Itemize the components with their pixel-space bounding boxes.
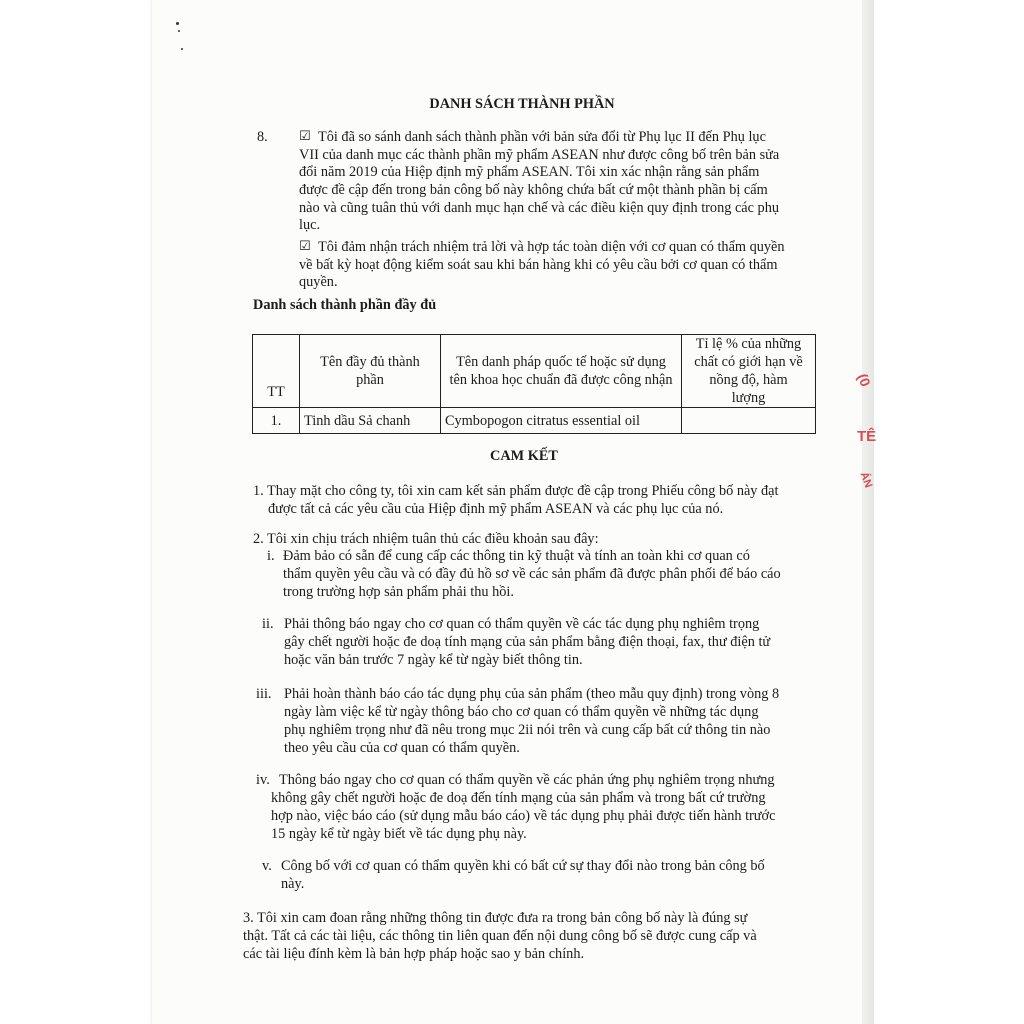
header-intl-line: tên khoa học chuẩn đã được công nhận [449, 372, 673, 388]
header-pct-line: lượng [731, 390, 766, 406]
subitem-line: Đảm bảo có sẵn để cung cấp các thông tin kỹ thuật và tính an toàn khi cơ quan có [283, 548, 750, 564]
red-stamp-fragment: ÁN [857, 470, 875, 490]
declaration-paragraph-2-line: quyền. [299, 274, 338, 290]
header-pct-line: Tỉ lệ % của những [695, 336, 802, 352]
subitem-line: hoặc văn bản trước 7 ngày kể từ ngày biết thông tin. [284, 652, 583, 668]
declaration-paragraph-1-line: lục. [299, 217, 321, 233]
red-stamp-fragment: (0 [854, 371, 874, 389]
table-header-row [253, 335, 816, 408]
subitem-number: v. [262, 858, 272, 874]
commitment-item-3-line: các tài liệu đính kèm là bản hợp pháp hoặc sao y bản chính. [243, 946, 585, 962]
commitment-item-1-line: 1. Thay mặt cho công ty, tôi xin cam kết sản phẩm được đề cập trong Phiếu công bố này đạt [253, 483, 779, 499]
subitem-line: phụ nghiêm trọng như đã nêu trong mục 2ii nói trên và cung cấp bất cứ thông tin nào [284, 722, 771, 738]
subitem-line: theo yêu cầu của cơ quan có thẩm quyền. [284, 740, 520, 756]
item-number-8: 8. [257, 129, 268, 145]
subitem-line: không gây chết người hoặc đe doạ đến tính mạng của sản phẩm và trong bất cứ trường [271, 790, 766, 806]
checked-box-icon: ☑ [299, 239, 311, 254]
section-title-ingredients: DANH SÁCH THÀNH PHẦN [429, 96, 615, 112]
subitem-number: iv. [256, 772, 270, 788]
section-title-commitment: CAM KẾT [490, 448, 558, 464]
commitment-item-3-line: 3. Tôi xin cam đoan rằng những thông tin được đưa ra trong bản công bố này là đúng sự [243, 910, 748, 926]
declaration-paragraph-2-line: về bất kỳ hoạt động kiểm soát sau khi bán hàng khi có yêu cầu bởi cơ quan có thẩm [299, 257, 778, 273]
subitem-line: gây chết người hoặc đe doạ tính mạng của sản phẩm bằng điện thoại, fax, thư điện tử [284, 634, 771, 650]
subitem-line: 15 ngày kể từ ngày biết về tác dụng phụ này. [271, 826, 527, 842]
row-ingredient-name: Tinh dầu Sả chanh [300, 408, 441, 434]
header-intl-line: Tên danh pháp quốc tế hoặc sử dụng [456, 354, 666, 370]
subitem-number: ii. [262, 616, 274, 632]
header-pct-line: nồng độ, hàm [709, 372, 788, 388]
row-intl-name: Cymbopogon citratus essential oil [441, 408, 682, 434]
commitment-item-1-line: được tất cả các yêu cầu của Hiệp định mỹ phẩm ASEAN và các phụ lục của nó. [268, 501, 724, 517]
subitem-line: hợp nào, việc báo cáo (sử dụng mẫu báo cáo) về tác dụng phụ phải được tiến hành trước [271, 808, 776, 824]
table-row [253, 408, 816, 434]
subitem-line: thẩm quyền yêu cầu và có đầy đủ hồ sơ về các sản phẩm đã được phân phối để báo cáo [283, 566, 781, 582]
checked-box-icon: ☑ [299, 129, 311, 144]
declaration-paragraph-2-line: Tôi đảm nhận trách nhiệm trả lời và hợp tác toàn diện với cơ quan có thẩm quyền [318, 239, 785, 255]
ingredients-heading: Danh sách thành phần đầy đủ [253, 297, 437, 313]
subitem-line: Phải hoàn thành báo cáo tác dụng phụ của sản phẩm (theo mẫu quy định) trong vòng 8 [284, 686, 780, 702]
subitem-number: i. [267, 548, 275, 564]
row-percentage [682, 408, 816, 434]
header-name-line: Tên đầy đủ thành [320, 354, 420, 370]
subitem-line: Thông báo ngay cho cơ quan có thẩm quyền về các phản ứng phụ nghiêm trọng nhưng [279, 772, 775, 788]
header-name [300, 335, 441, 408]
row-no: 1. [253, 408, 300, 434]
header-no-label: TT [267, 384, 285, 400]
commitment-item-2-intro: 2. Tôi xin chịu trách nhiệm tuân thủ các điều khoản sau đây: [253, 531, 599, 547]
commitment-item-3-line: thật. Tất cả các tài liệu, các thông tin liên quan đến nội dung công bố sẽ được cung cấp và [243, 928, 757, 944]
header-no [253, 335, 300, 408]
declaration-paragraph-1-line: Tôi đã so sánh danh sách thành phần với bản sửa đổi từ Phụ lục II đến Phụ lục [318, 129, 766, 145]
header-pct-line: chất có giới hạn về [694, 354, 803, 370]
header-percentage [682, 335, 816, 408]
header-name-line: phần [356, 372, 384, 388]
subitem-line: ngày làm việc kể từ ngày thông báo cho cơ quan có thẩm quyền về những tác dụng [284, 704, 759, 720]
red-stamp-fragment: TÊ [857, 428, 877, 445]
ingredients-table [252, 334, 816, 434]
subitem-line: Công bố với cơ quan có thẩm quyền khi có bất cứ sự thay đổi nào trong bản công bố [281, 858, 765, 874]
declaration-paragraph-1-line: VII của danh mục các thành phần mỹ phẩm ASEAN như được công bố trên bản sửa [299, 147, 780, 163]
subitem-number: iii. [256, 686, 272, 702]
declaration-paragraph-1-line: được đề cập đến trong bản công bố này không chứa bất cứ một thành phần bị cấm [299, 182, 768, 198]
subitem-line: này. [281, 876, 305, 892]
subitem-line: trong trường hợp sản phẩm phải thu hồi. [283, 584, 514, 600]
header-intl-name [441, 335, 682, 408]
declaration-paragraph-1-line: đổi năm 2019 của Hiệp định mỹ phẩm ASEAN. Tôi xin xác nhận rằng sản phẩm [299, 164, 760, 180]
declaration-paragraph-1-line: nào và cũng tuân thủ với danh mục hạn chế và các điều kiện quy định trong các phụ [299, 200, 779, 216]
subitem-line: Phải thông báo ngay cho cơ quan có thẩm quyền về các tác dụng phụ nghiêm trọng [284, 616, 760, 632]
